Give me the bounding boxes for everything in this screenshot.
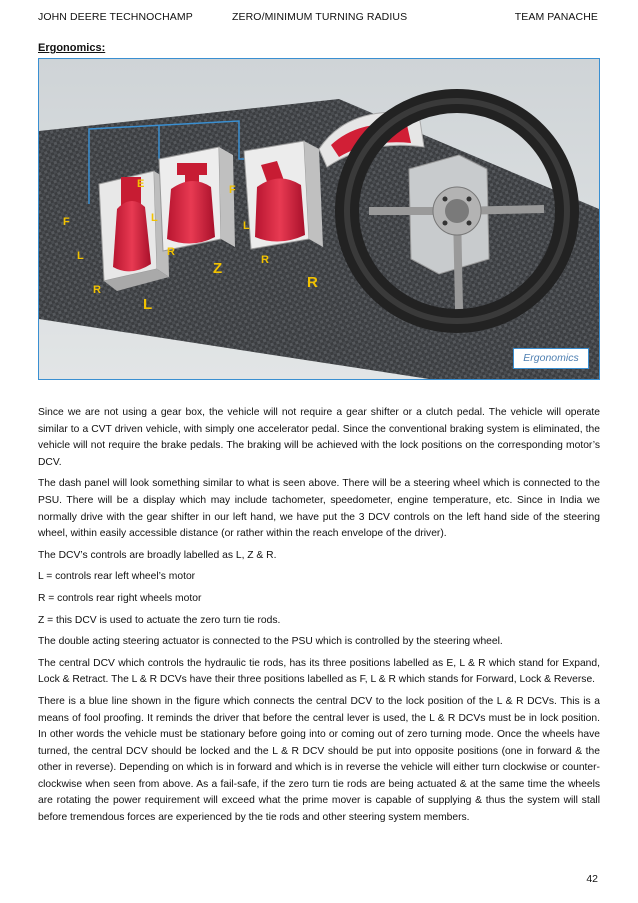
middle-dcv-label-l: L [151,212,158,224]
right-dcv-box [244,141,323,249]
right-dcv-label-l: L [243,220,250,232]
paragraph: Z = this DCV is used to actuate the zero turn tie rods. [38,614,281,626]
figure-caption: Ergonomics [513,348,589,369]
left-dcv-label-r: R [93,284,101,296]
paragraph: The double acting steering actuator is connected to the PSU which is controlled by the steering wheel. [38,636,503,648]
header-left: JOHN DEERE TECHNOCHAMP [38,11,193,23]
ergonomics-figure [38,58,600,380]
middle-dcv-label-e: E [137,178,145,190]
right-dcv-label-f: F [229,184,236,196]
section-title: Ergonomics: [38,42,106,54]
middle-dcv-label-main: Z [213,260,223,277]
dash-panel-render [39,59,599,379]
right-dcv-label-main: R [307,274,318,291]
left-dcv-label-main: L [143,296,153,313]
body-text [38,405,600,832]
header-right: TEAM PANACHE [514,11,598,23]
paragraph: The central DCV which controls the hydraulic tie rods, has its three positions labelled as E, L & R which stand for Expand, Lock & Retract. The L & R DCVs have their three positions labelled as F, L & R which stands for Forward, Lock & Reverse. [38,657,600,686]
page-number: 42 [586,873,598,885]
left-dcv-label-l: L [77,250,84,262]
left-dcv-label-f: F [63,216,70,228]
middle-dcv-label-r: R [167,246,175,258]
right-dcv-label-r: R [261,254,269,266]
paragraph: The DCV’s controls are broadly labelled as L, Z & R. [38,549,277,561]
paragraph: There is a blue line shown in the figure which connects the central DCV to the lock position of the L & R DCVs. This is a means of fool proofing. It reminds the driver that before the central lever is used, the L & R DCVs must be in lock position. In other words the vehicle must be stationary before going into or coming out of zero turning mode. Once the wheels have turned, the central DCV should be locked and the L & R DCV should be put into opposite positions (one in forward & the other in reverse). Depending on which is in forward and which is in reverse the vehicle will either turn clockwise or counter-clockwise when seen from above. As a fail-safe, if the zero turn tie rods are being actuated & at the same time the wheels are rotating the power requirement will exceed what the prime mover is capable of supplying & thus the system will stall before tremendous forces are experienced by the tie rods and other steering system members. [38,695,600,824]
left-dcv-box [99,171,169,291]
paragraph: R = controls rear right wheels motor [38,592,202,604]
middle-dcv-box [159,147,235,251]
paragraph: Since we are not using a gear box, the vehicle will not require a gear shifter or a clutch pedal. The vehicle will operate similar to a CVT driven vehicle, with simply one accelerator pedal. Since the conventional braking system is eliminated, the vehicle will not require the brake pedals. The braking will be achieved with the lock positions on the corresponding motor’s DCV. [38,407,600,468]
header-center: ZERO/MINIMUM TURNING RADIUS [232,11,408,23]
paragraph: The dash panel will look something similar to what is seen above. There will be a steering wheel which is connected to the PSU. There will be a display which may include tachometer, speedometer, engine temperature, etc. Since in India we normally drive with the gear shifter in our left hand, we have put the 3 DCV controls on the left hand side of the steering wheel, within easily accessible distance (or rather within the reach envelope of the driver). [38,478,600,540]
paragraph: L = controls rear left wheel’s motor [38,571,196,583]
